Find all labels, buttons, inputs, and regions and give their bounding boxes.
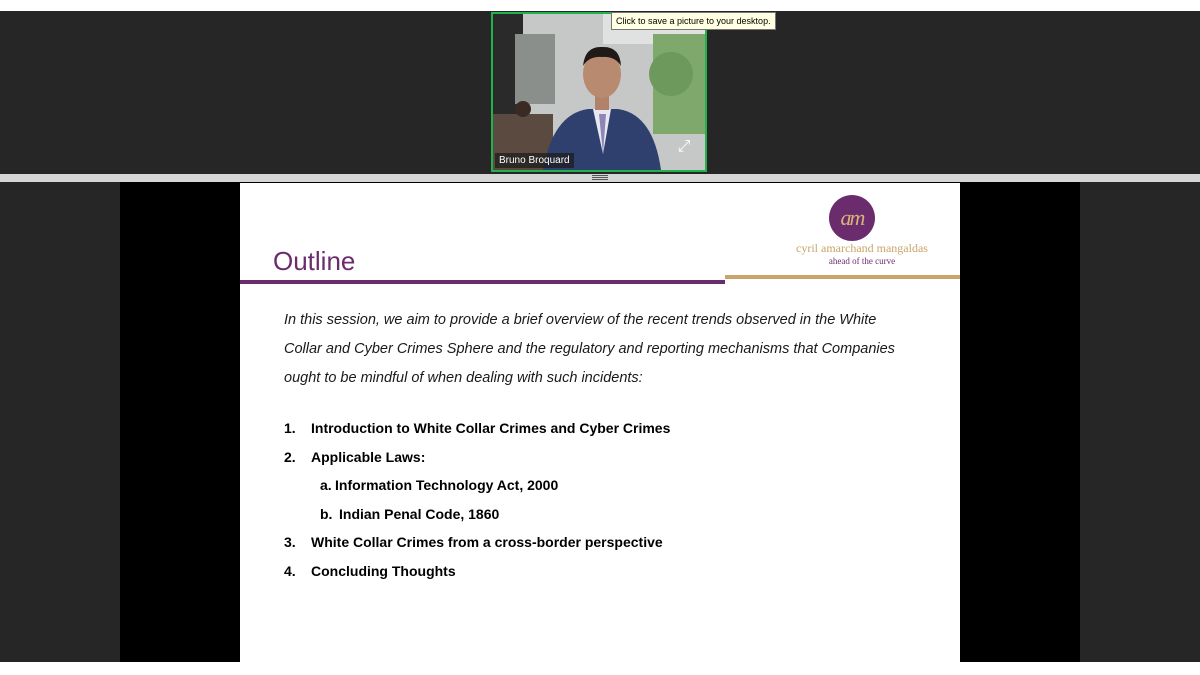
participant-video-tile[interactable] <box>491 12 707 172</box>
splitter-handle-icon[interactable] <box>592 175 608 181</box>
list-item-number: 1. <box>284 420 296 436</box>
list-item-text: Applicable Laws: <box>311 448 426 465</box>
logo-firm-name: cyril amarchand mangaldas <box>796 241 928 255</box>
participant-name-label: Bruno Broquard <box>495 153 574 168</box>
intro-line: Collar and Cyber Crimes Sphere and the regulatory and reporting mechanisms that Companies <box>284 340 895 357</box>
list-item-number: b. <box>320 505 333 522</box>
list-item-number: 3. <box>284 534 296 550</box>
list-item-text: White Collar Crimes from a cross-border perspective <box>311 534 663 550</box>
list-item-number: 2. <box>284 448 296 465</box>
title-underline-gold <box>725 275 960 279</box>
logo-monogram: am <box>840 205 864 230</box>
slide-title: Outline <box>273 246 356 276</box>
firm-logo <box>829 195 875 241</box>
intro-line: In this session, we aim to provide a brief overview of the recent trends observed in the White <box>284 312 877 328</box>
logo-tagline: ahead of the curve <box>828 256 896 266</box>
list-item-number: 4. <box>284 562 296 579</box>
list-item-number: a. <box>320 477 332 493</box>
expand-arrows-icon[interactable]: ⤢ <box>677 138 691 155</box>
intro-line: ought to be mindful of when dealing with such incidents: <box>284 369 643 386</box>
intro-paragraph <box>284 306 924 392</box>
splitter-bar[interactable] <box>0 174 1200 182</box>
list-item-text: Introduction to White Collar Crimes and Cyber Crimes <box>311 420 671 436</box>
list-item-text: Concluding Thoughts <box>311 562 456 579</box>
list-item-text: Information Technology Act, 2000 <box>335 477 559 493</box>
title-underline-purple <box>240 280 725 284</box>
list-item-text: Indian Penal Code, 1860 <box>339 505 500 522</box>
presentation-slide <box>240 183 960 662</box>
tooltip: Click to save a picture to your desktop. <box>611 12 776 30</box>
